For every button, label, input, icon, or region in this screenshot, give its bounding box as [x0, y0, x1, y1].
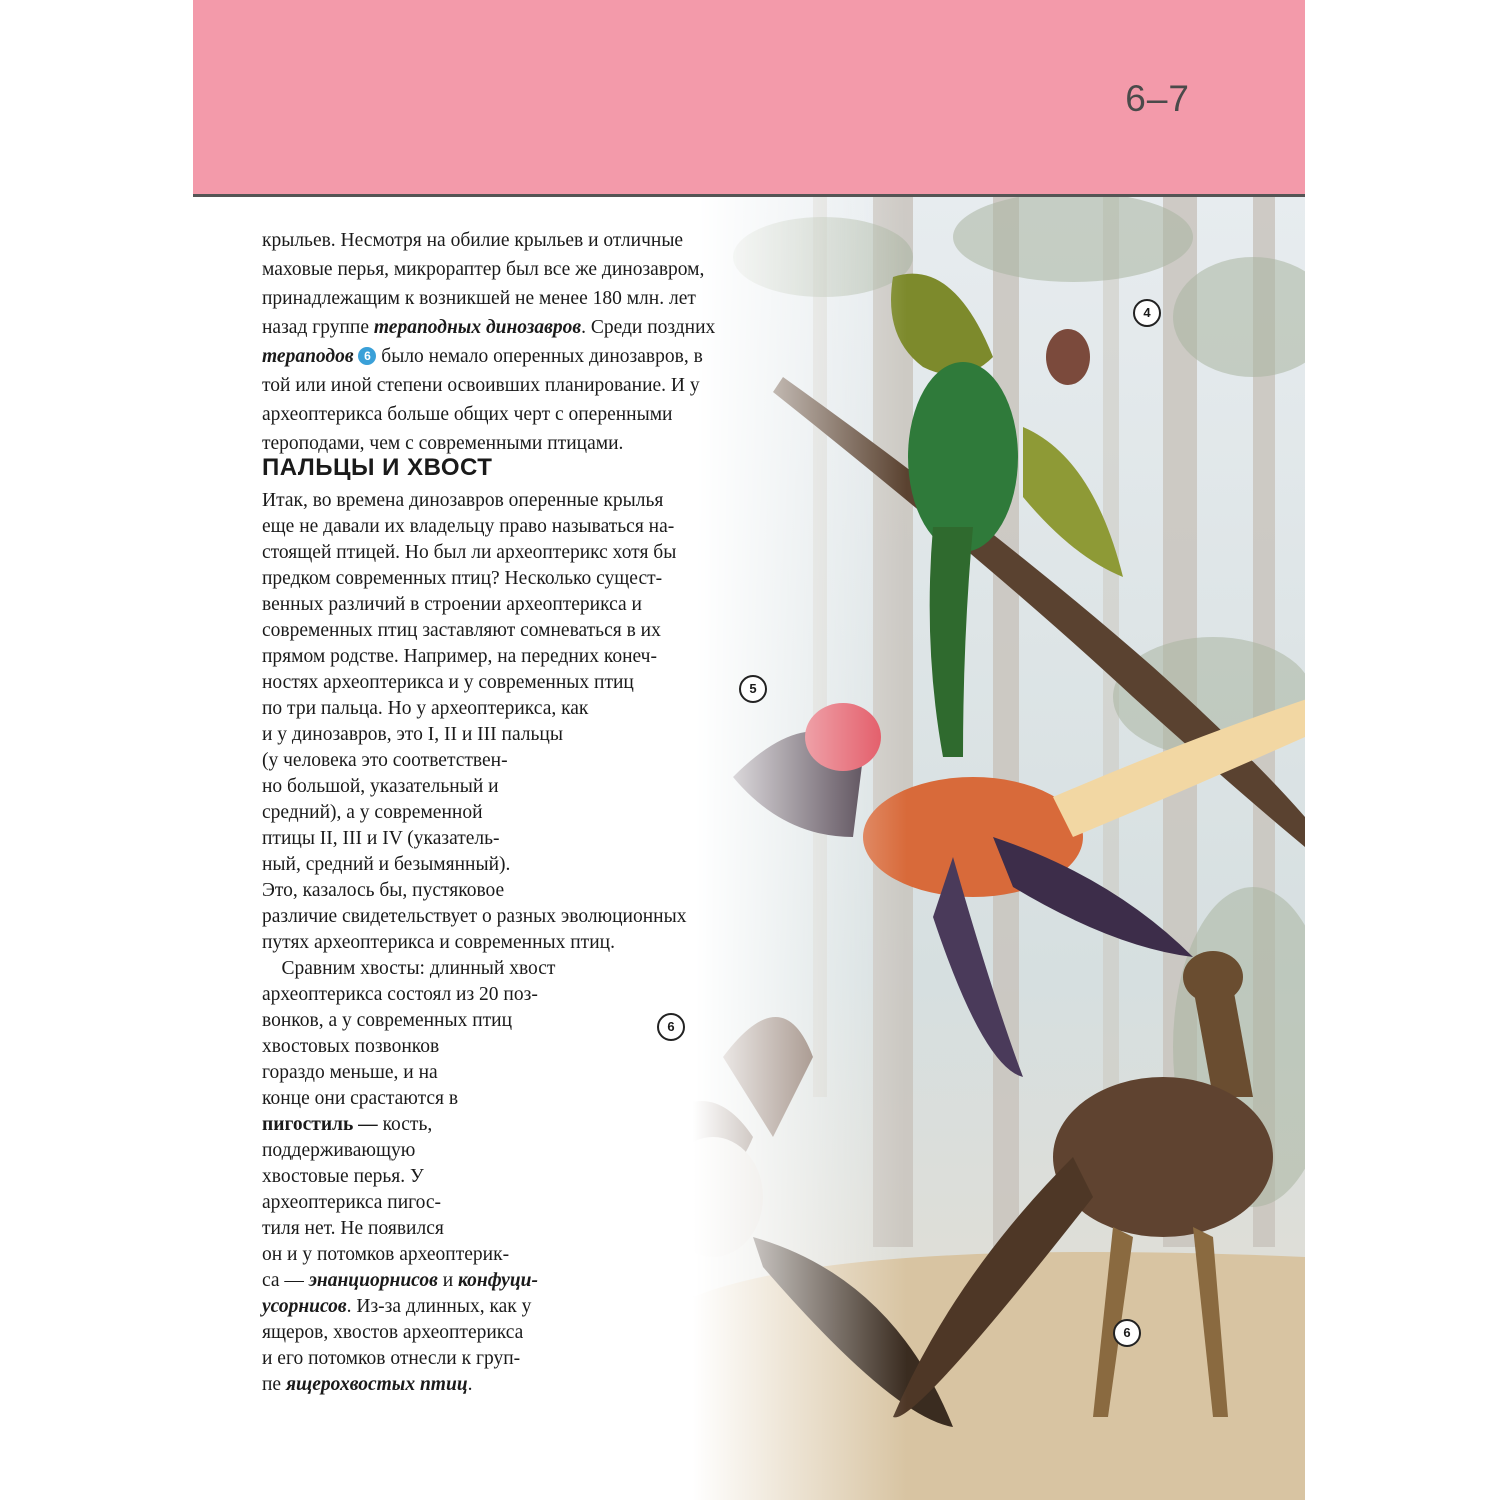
- text-line: Сравним хвосты: длинный хвост: [262, 958, 556, 979]
- text-line: конце они срастаются в: [262, 1088, 459, 1109]
- figure-label-5: 5: [739, 675, 767, 703]
- text-span: пе: [262, 1374, 286, 1395]
- term-theropods: терaподов: [262, 346, 354, 367]
- text-line: хвостовые перья. У: [262, 1166, 424, 1187]
- text-line: [262, 1294, 531, 1320]
- term-enantiornithes: энанциорнисов: [308, 1270, 438, 1291]
- text-span: было немало оперенных динозавров, в: [376, 346, 703, 367]
- text-span: . Из-за длинных, как у: [346, 1296, 532, 1317]
- figure-label-6-left: 6: [657, 1013, 685, 1041]
- term-confuciusornis-part2: усорнисов: [262, 1296, 347, 1317]
- text-line: крыльев. Несмотря на обилие крыльев и отличные: [262, 230, 684, 251]
- text-line: [262, 1372, 473, 1398]
- reference-badge: 6: [358, 347, 376, 365]
- text-line: поддерживающую: [262, 1140, 416, 1161]
- text-line: по три пальца. Но у археоптерикса, как: [262, 698, 589, 719]
- term-pygostyle: пигостиль —: [262, 1114, 378, 1135]
- text-line: тероподами, чем с современными птицами.: [262, 433, 624, 454]
- book-page: [193, 0, 1305, 1500]
- text-line: ностях археоптерикса и у современных птиц: [262, 672, 634, 693]
- text-line: маховые перья, микрораптер был все же динозавром,: [262, 259, 705, 280]
- text-line: принадлежащим к возникшей не менее 180 млн. лет: [262, 288, 696, 309]
- text-line: еще не давали их владельцу право называться на-: [262, 516, 675, 537]
- figure-label-4: 4: [1133, 299, 1161, 327]
- text-span: са —: [262, 1270, 309, 1291]
- term-theropod-dinosaurs: терaподных динозавров: [373, 317, 582, 338]
- text-line: птицы II, III и IV (указатель-: [262, 828, 500, 849]
- text-line: различие свидетельствует о разных эволюционных: [262, 906, 687, 927]
- term-confuciusornis-part1: конфуци-: [458, 1270, 539, 1291]
- text-line: путях археоптерикса и современных птиц.: [262, 932, 615, 953]
- text-line: современных птиц заставляют сомневаться в их: [262, 620, 661, 641]
- text-span: . Среди поздних: [581, 317, 716, 338]
- text-line: [262, 315, 715, 341]
- text-line: [262, 1112, 432, 1138]
- text-line: стоящей птицей. Но был ли археоптерикс хотя бы: [262, 542, 677, 563]
- text-span: назад группе: [262, 317, 374, 338]
- text-line: (у человека это соответствен-: [262, 750, 508, 771]
- page-numbers: 6–7: [1125, 78, 1190, 119]
- header-band: [193, 0, 1305, 197]
- text-line: прямом родстве. Например, на передних конеч-: [262, 646, 657, 667]
- text-line: тиля нет. Не появился: [262, 1218, 444, 1239]
- text-line: археоптерикса пигос-: [262, 1192, 442, 1213]
- text-line: [262, 1268, 538, 1294]
- term-lizard-tailed-birds: ящерохвостых птиц: [285, 1374, 468, 1395]
- text-line: той или иной степени освоивших планирование. И у: [262, 375, 700, 396]
- text-line: [262, 344, 703, 370]
- text-line: Это, казалось бы, пустяковое: [262, 880, 505, 901]
- text-line: и его потомков отнесли к груп-: [262, 1348, 521, 1369]
- section-heading: ПАЛЬЦЫ И ХВОСТ: [262, 454, 493, 481]
- text-line: ящеров, хвостов археоптерикса: [262, 1322, 524, 1343]
- text-line: вонков, а у современных птиц: [262, 1010, 513, 1031]
- text-line: средний), а у современной: [262, 802, 483, 823]
- dinosaur-illustration: [693, 197, 1305, 1500]
- text-line: ный, средний и безымянный).: [262, 854, 511, 875]
- text-line: он и у потомков археоптерик-: [262, 1244, 510, 1265]
- text-line: хвостовых позвонков: [262, 1036, 440, 1057]
- figure-label-6-right: 6: [1113, 1319, 1141, 1347]
- text-line: но большой, указательный и: [262, 776, 499, 797]
- text-span: .: [467, 1374, 473, 1395]
- text-span: и: [437, 1270, 458, 1291]
- text-span: кость,: [377, 1114, 433, 1135]
- text-line: предком современных птиц? Несколько сущест-: [262, 568, 663, 589]
- text-line: археоптерикса состоял из 20 поз-: [262, 984, 538, 1005]
- text-line: венных различий в строении археоптерикса и: [262, 594, 642, 615]
- text-line: археоптерикса больше общих черт с оперенными: [262, 404, 673, 425]
- text-line: Итак, во времена динозавров оперенные крылья: [262, 490, 664, 511]
- text-line: и у динозавров, это I, II и III пальцы: [262, 724, 563, 745]
- text-line: гораздо меньше, и на: [262, 1062, 438, 1083]
